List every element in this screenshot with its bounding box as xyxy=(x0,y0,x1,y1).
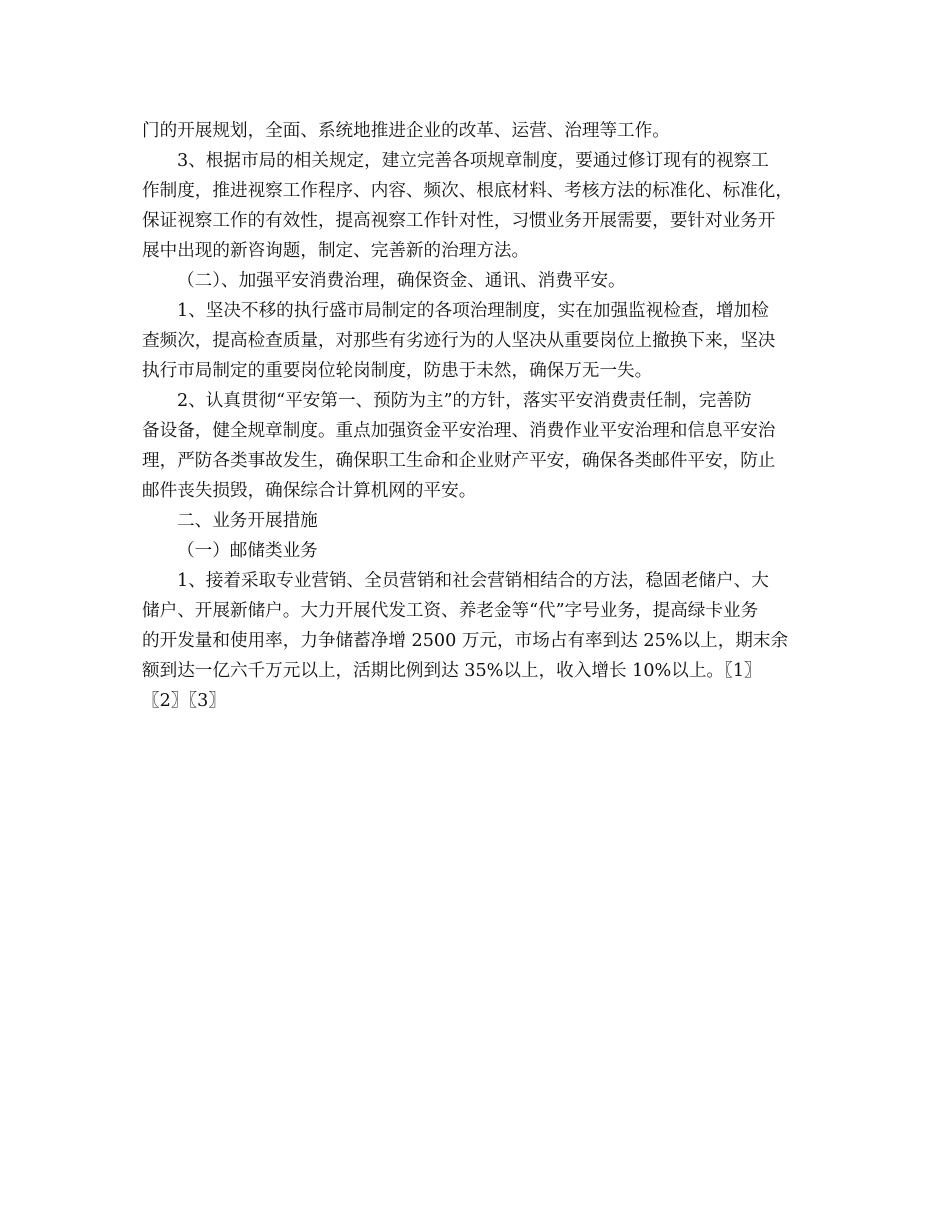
section-heading: （二）、加强平安消费治理，确保资金、通讯、消费平安。 xyxy=(177,271,626,291)
subsection-heading: （一）邮储类业务 xyxy=(177,541,318,561)
text-line: 1、坚决不移的执行盛市局制定的各项治理制度，实在加强监视检查，增加检 xyxy=(177,301,769,321)
text-line: 执行市局制定的重要岗位轮岗制度，防患于未然，确保万无一失。 xyxy=(142,361,653,381)
text-line: 保证视察工作的有效性，提高视察工作针对性，习惯业务开展需要，要针对业务开 xyxy=(142,211,776,231)
text-line: 查频次，提高检查质量，对那些有劣迹行为的人坚决从重要岗位上撤换下来，坚决 xyxy=(142,331,776,351)
text-line: 3、根据市局的相关规定，建立完善各项规章制度，要通过修订现有的视察工 xyxy=(177,151,769,171)
text-line: 〖2〗〖3〗 xyxy=(142,691,226,711)
text-line: 门的开展规划，全面、系统地推进企业的改革、运营、治理等工作。 xyxy=(142,121,670,141)
text-line: 额到达一亿六千万元以上，活期比例到达 35%以上，收入增长 10%以上。〖1〗 xyxy=(142,661,762,681)
text-line: 作制度，推进视察工作程序、内容、频次、根底材料、考核方法的标准化、标准化， xyxy=(142,181,793,201)
text-line: 备设备，健全规章制度。重点加强资金平安治理、消费作业平安治理和信息平安治 xyxy=(142,421,776,441)
text-line: 展中出现的新咨询题，制定、完善新的治理方法。 xyxy=(142,241,530,261)
text-line: 理，严防各类事故发生，确保职工生命和企业财产平安，确保各类邮件平安，防止 xyxy=(142,451,776,471)
section-heading: 二、业务开展措施 xyxy=(177,511,318,531)
text-line: 2、认真贯彻“平安第一、预防为主”的方针，落实平安消费责任制，完善防 xyxy=(177,391,752,411)
document-body xyxy=(142,116,822,716)
text-line: 1、接着采取专业营销、全员营销和社会营销相结合的方法，稳固老储户、大 xyxy=(177,571,769,591)
text-line: 储户、开展新储户。大力开展代发工资、养老金等“代”字号业务，提高绿卡业务 xyxy=(142,601,759,621)
text-line: 的开发量和使用率，力争储蓄净增 2500 万元，市场占有率到达 25%以上，期末余 xyxy=(142,631,789,651)
text-line: 邮件丧失损毁，确保综合计算机网的平安。 xyxy=(142,481,477,501)
